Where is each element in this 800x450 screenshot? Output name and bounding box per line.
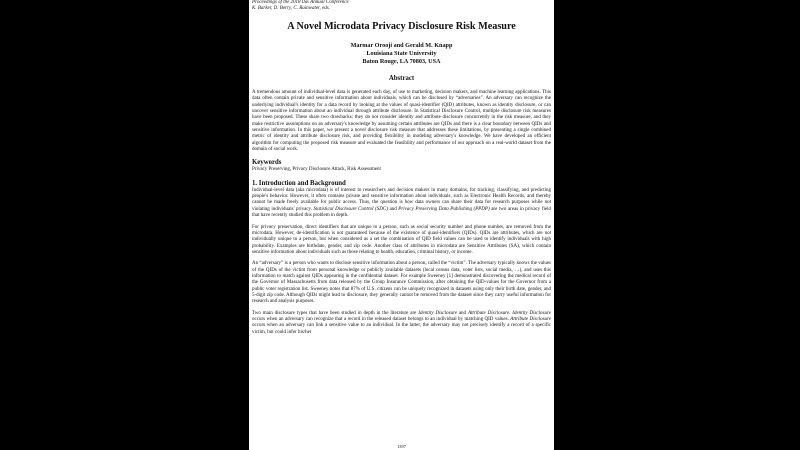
author-affiliation: Louisiana State University bbox=[366, 50, 437, 57]
intro-p4-b: and bbox=[456, 310, 468, 316]
intro-p1-sdc: Statistical Disclosure Control (SDC) bbox=[313, 206, 388, 212]
intro-p1-and: and bbox=[387, 206, 399, 212]
intro-p4-c: . bbox=[509, 310, 513, 316]
intro-paragraph-1 bbox=[252, 188, 551, 220]
intro-p4-d: occurs when an adversary can recognize that a record in the released dataset belongs to an individual by matching QID values. bbox=[252, 316, 511, 322]
abstract-heading: Abstract bbox=[388, 75, 415, 82]
intro-p4-e: occurs when an adversary can link a sensitive value to an individual. In the latter, the adversary may not precisely identify a record of a specific victim, but could infer his/her bbox=[252, 323, 551, 335]
intro-p4-attribute: Attribute Disclosure bbox=[467, 310, 510, 316]
intro-p1-start: Individual-level data (aka microdata) is of interest to researchers and decision makers in many domains, for tracking, classifying, and predicting people's behavior. However, it often contains private and sensitive information about individuals, such as Electronic Health Records, and thereby cannot be made freely available for public access. Thus, the question is how data owners can share their data for research purposes while not violating individuals' privacy. bbox=[252, 187, 551, 212]
intro-paragraph-2: For privacy preservation, direct identifiers that are unique to a person, such as social security number and phone number, are removed from the microdata. However, de-identification is not guaranteed because of the existence of quasi-identifiers (QIDs). QIDs are attributes, which are not individually unique to a person, but when considered as a set the combination of QID field values can be used to identify individuals with high probability. Examples are birthdate, gender, and zip code. Another class of attributes in microdata are Sensitive Attributes (SA), which contain sensitive information about individuals such as those relating to health, education, criminal history, or income. bbox=[252, 224, 551, 255]
page-content bbox=[252, 0, 551, 336]
intro-paragraph-4 bbox=[252, 311, 551, 336]
page-number: 1397 bbox=[397, 444, 406, 449]
keywords-heading: Keywords bbox=[252, 159, 282, 167]
author-block bbox=[252, 42, 551, 66]
keywords-text: Privacy Preserving, Privacy Disclosure Attack, Risk Assessment bbox=[252, 167, 381, 173]
abstract-text: A tremendous amount of individual-level data is generated each day, of use to marketing, decision makers, and machine learning applications. This data often contain private and sensitive information about individuals, which can be disclosed by “adversaries”. An adversary can recognize the underlying individual's identity for a data record by looking at the values of quasi-identifier (QID) attributes, known as identity disclosure, or can uncover sensitive information about an individual through attribute disclosure. In Statistical Disclosure Control, multiple disclosure risk measures have been proposed. These share two drawbacks: they do not consider identity and attribute disclosure concurrently in the risk measure, and they make restrictive assumptions on an adversary's knowledge by assuming certain attributes are QIDs and there is a clear boundary between QIDs and sensitive information. In this paper, we present a novel disclosure risk measure that addresses these limitations, by presenting a single combined metric of identity and attribute disclosure risk, and providing flexibility in modeling adversary's knowledge. We have developed an efficient algorithm for computing the proposed risk measure and evaluated the feasibility and performance of our approach on a real-world dataset from the domain of social work. bbox=[252, 90, 551, 153]
paper-title: A Novel Microdata Privacy Disclosure Risk Measure bbox=[287, 21, 516, 32]
intro-p4-attribute-2: Attribute Disclosure bbox=[510, 316, 551, 322]
paper-page bbox=[249, 0, 554, 450]
proceedings-header bbox=[252, 0, 551, 12]
proceedings-line-2: K. Barker, D. Berry, C. Rainwater, eds. bbox=[252, 6, 330, 11]
intro-p1-end: are two areas in privacy field that have recently studied this problem in depth. bbox=[252, 206, 551, 219]
author-names: Marmar Orooji and Gerald M. Knapp bbox=[350, 42, 453, 49]
author-address: Baton Rouge, LA 70803, USA bbox=[362, 58, 441, 65]
intro-p4-identity: Identity Disclosure bbox=[418, 310, 457, 316]
intro-p1-ppdp: Privacy Preserving Data Publishing (PPDP) bbox=[398, 206, 490, 212]
intro-paragraph-3: An “adversary” is a person who wants to disclose sensitive information about a person, called the “victim”. The adversary typically knows the values of the QIDs of the victim from personal knowledge or publicly available datasets (local census data, voter lists, social media, …), and uses this information to match against QIDs appearing in the confidential dataset. For example Sweeney [1] demonstrated discovering the medical record of the Governor of Massachusetts from data released by the Group Insurance Commission, after obtaining the QID-values for the Governor from a public voter registration list. Sweeney notes that 87% of U.S. citizens can be uniquely recognized in datasets using only their birth date, gender, and 5-digit zip code. Although QIDs might lead to disclosure, they generally cannot be removed from the dataset since they carry useful information for research and analysis purposes. bbox=[252, 261, 551, 305]
proceedings-line-1: Proceedings of the 2018 ISE Annual Conference bbox=[252, 0, 349, 5]
intro-p4-a: Two main disclosure types that have been studied in depth in the literature are bbox=[252, 310, 419, 316]
section-heading-introduction: 1. Introduction and Background bbox=[252, 179, 346, 187]
intro-p4-identity-2: Identity Disclosure bbox=[512, 310, 551, 316]
